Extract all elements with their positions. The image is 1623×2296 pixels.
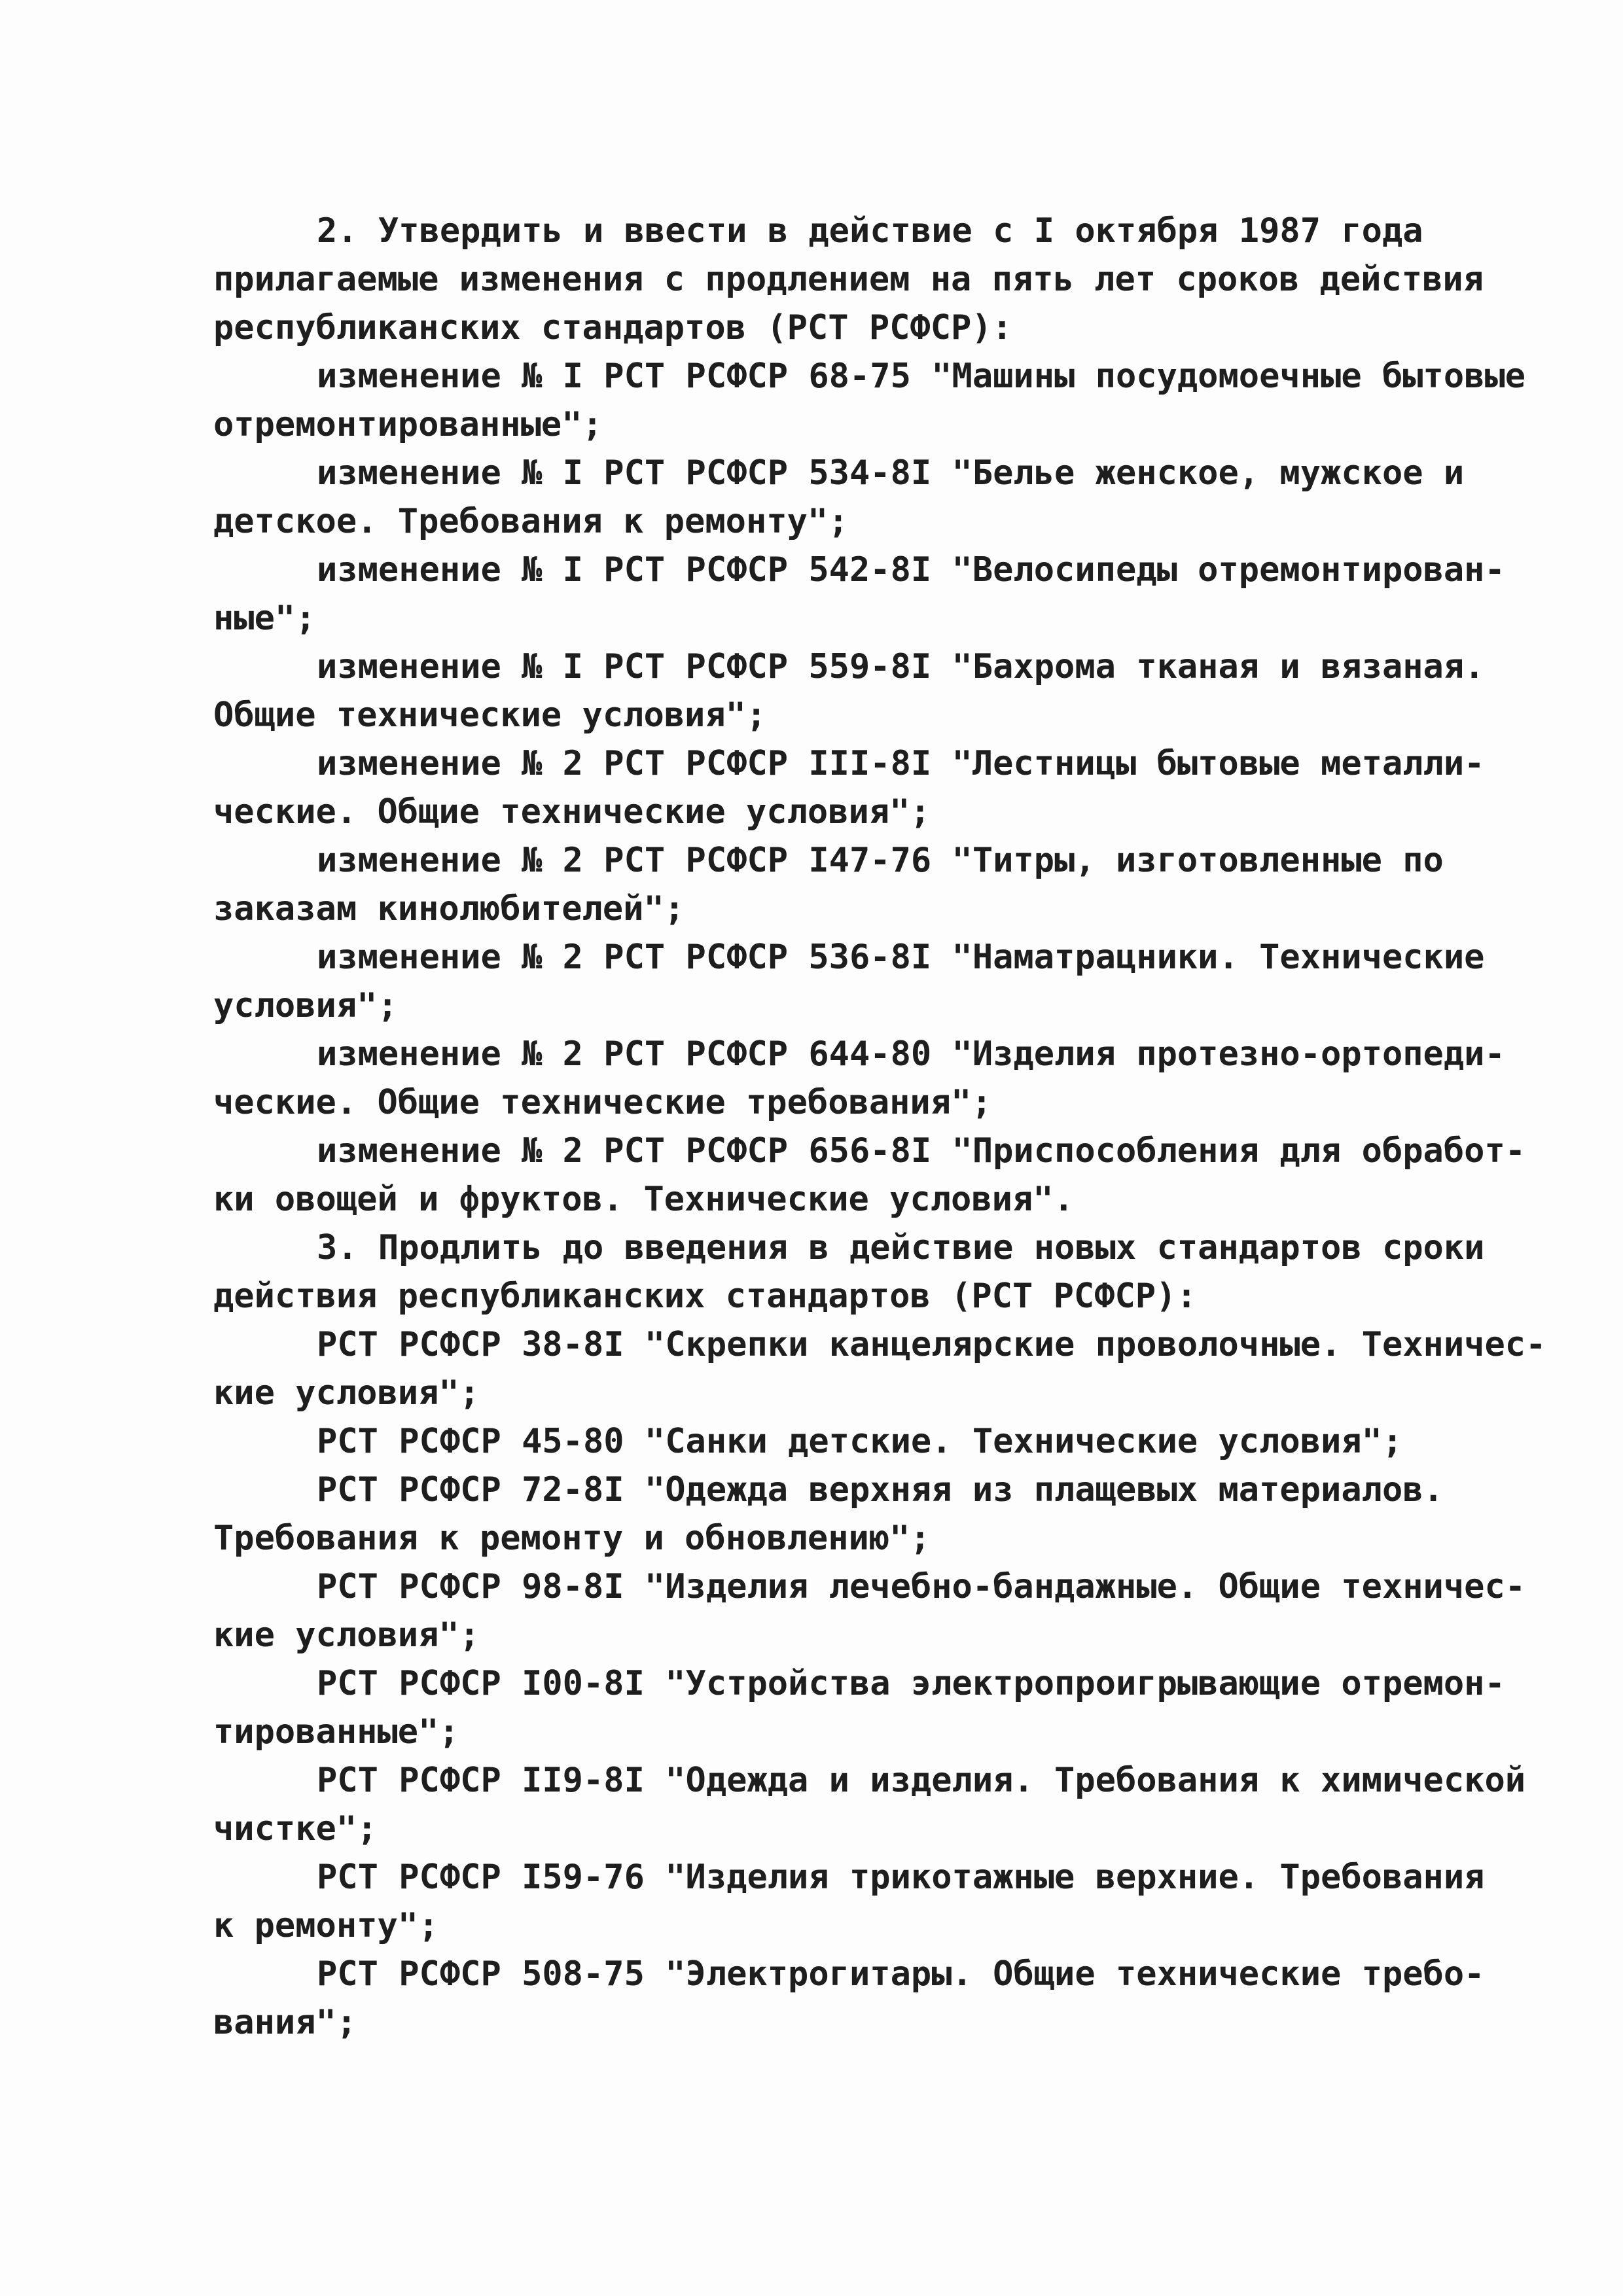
document-body (213, 207, 1546, 2047)
document-line: изменение № 2 РСТ РСФСР 644-80 "Изделия протезно-ортопеди- (317, 1034, 1505, 1074)
document-line: чистке"; (213, 1809, 378, 1848)
document-line: изменение № 2 РСТ РСФСР I47-76 "Титры, изготовленные по (317, 841, 1444, 880)
document-line: изменение № I РСТ РСФСР 542-8I "Велосипеды отремонтирован- (317, 550, 1505, 590)
document-line: кие условия"; (213, 1373, 480, 1413)
document-line: РСТ РСФСР I00-8I "Устройства электропроигрывающие отремон- (317, 1664, 1505, 1703)
document-line: РСТ РСФСР 38-8I "Скрепки канцелярские проволочные. Техничес- (317, 1325, 1546, 1364)
document-line: отремонтированные"; (213, 405, 603, 444)
document-line: ческие. Общие технические условия"; (213, 792, 931, 832)
document-line: ные"; (213, 599, 316, 638)
document-line: вания"; (213, 2003, 357, 2042)
document-line: заказам кинолюбителей"; (213, 889, 685, 928)
document-line: РСТ РСФСР 98-8I "Изделия лечебно-бандажные. Общие техничес- (317, 1567, 1526, 1606)
document-line: РСТ РСФСР 45-80 "Санки детские. Технические условия"; (317, 1422, 1403, 1461)
document-line: ки овощей и фруктов. Технические условия". (213, 1180, 1074, 1219)
document-line: РСТ РСФСР 508-75 "Электрогитары. Общие технические требо- (317, 1954, 1485, 1994)
document-line: 2. Утвердить и ввести в действие с I октября 1987 года (317, 211, 1423, 251)
document-line: действия республиканских стандартов (РСТ РСФСР): (213, 1277, 1197, 1316)
document-line: РСТ РСФСР 72-8I "Одежда верхняя из плащевых материалов. (317, 1470, 1444, 1510)
document-line: РСТ РСФСР II9-8I "Одежда и изделия. Требования к химической (317, 1761, 1526, 1800)
document-line: Требования к ремонту и обновлению"; (213, 1519, 931, 1558)
document-line: условия"; (213, 986, 398, 1025)
document-line: тированные"; (213, 1712, 459, 1752)
document-line: изменение № I РСТ РСФСР 559-8I "Бахрома тканая и вязаная. (317, 647, 1485, 686)
document-line: РСТ РСФСР I59-76 "Изделия трикотажные верхние. Требования (317, 1858, 1485, 1897)
document-line: к ремонту"; (213, 1906, 439, 1945)
document-line: изменение № 2 РСТ РСФСР III-8I "Лестницы бытовые металли- (317, 744, 1485, 783)
document-line: изменение № 2 РСТ РСФСР 536-8I "Наматрацники. Технические (317, 938, 1485, 977)
document-line: изменение № 2 РСТ РСФСР 656-8I "Приспособления для обработ- (317, 1131, 1526, 1171)
document-line: изменение № I РСТ РСФСР 68-75 "Машины посудомоечные бытовые (317, 357, 1526, 396)
document-line: ческие. Общие технические требования"; (213, 1083, 992, 1122)
document-line: 3. Продлить до введения в действие новых стандартов сроки (317, 1228, 1485, 1267)
document-line: Общие технические условия"; (213, 696, 767, 735)
document-line: прилагаемые изменения с продлением на пять лет сроков действия (213, 260, 1484, 299)
document-line: республиканских стандартов (РСТ РСФСР): (213, 308, 1012, 347)
document-line: изменение № I РСТ РСФСР 534-8I "Белье женское, мужское и (317, 453, 1465, 493)
document-line: детское. Требования к ремонту"; (213, 502, 849, 541)
document-line: кие условия"; (213, 1616, 480, 1655)
